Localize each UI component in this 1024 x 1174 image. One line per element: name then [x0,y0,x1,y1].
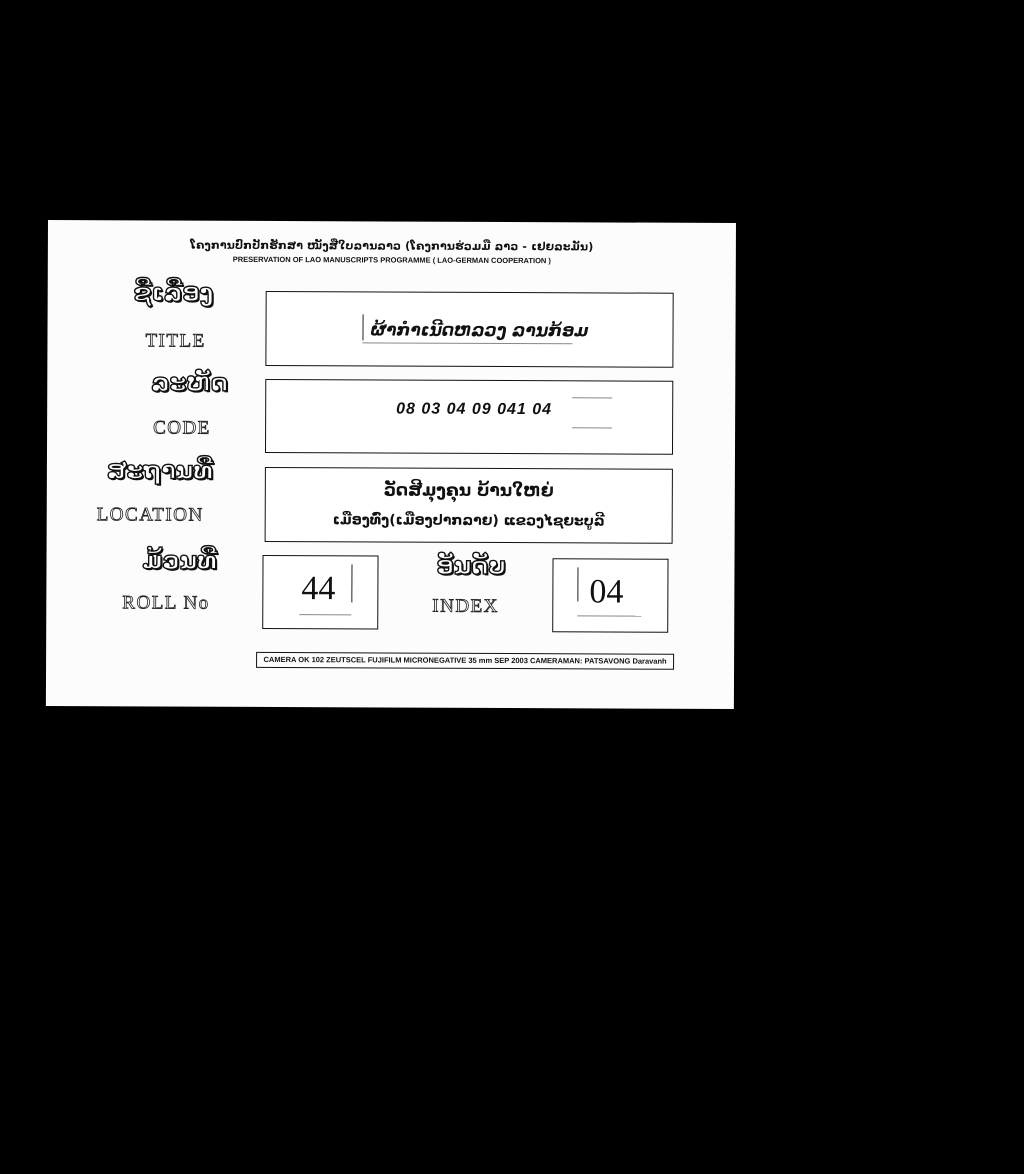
film-mark [299,614,351,615]
index-number-value: 04 [589,573,624,611]
film-mark [351,564,352,602]
header-english-text: PRESERVATION OF LAO MANUSCRIPTS PROGRAMME ( LAO-GERMAN COOPERATION ) [232,254,551,266]
code-value: 08 03 04 09 041 04 [396,400,553,419]
index-label-lao: ອັນດັບ [436,551,506,581]
location-label-lao: ສະຖານທີ່ [106,456,214,485]
film-mark [572,397,612,398]
film-mark [572,427,612,428]
location-label-english: LOCATION [96,504,204,526]
title-label-lao: ຊື່ເລື່ອງ [133,278,214,307]
roll-label-english: ROLL No [122,592,210,614]
film-mark [577,567,578,601]
location-line-temple: ວັດສີມຸງຄຸນ ບ້ານໃຫຍ່ [383,480,554,502]
manuscript-title-card [46,220,736,709]
code-label-lao: ລະຫັດ [151,368,229,397]
film-mark [362,314,363,340]
index-box [552,558,668,633]
roll-number-value: 44 [301,570,336,608]
camera-info-footer: CAMERA OK 102 ZEUTSCEL FUJIFILM MICRONEGATIVE 35 mm SEP 2003 CAMERAMAN: PATSAVONG Daravanh [256,652,674,670]
title-box [265,291,673,368]
title-value: ຜ້າກໍາເນີດຫລວງ ລານກ້ອມ [370,320,589,342]
code-box [265,379,673,455]
location-line-district: ເມືອງທົ່ງ(ເມືອງປາກລາຍ) ແຂວງໄຊຍະບູລີ [332,512,605,530]
title-label-english: TITLE [145,330,206,352]
code-label-english: CODE [153,417,211,439]
roll-label-lao: ມ້ວນທີ່ [142,546,217,575]
roll-box [262,555,378,630]
card-header [48,238,736,266]
location-box [265,467,673,544]
header-lao-text: ໂຄງການປົກປັກຮັກສາ ໜັງສືໃບລານລາວ (ໂຄງການຮ່ວມມື ລາວ - ເຢຍລະມັນ) [190,238,594,254]
film-mark [362,342,572,344]
film-mark [577,615,641,616]
index-label-english: INDEX [432,595,499,617]
